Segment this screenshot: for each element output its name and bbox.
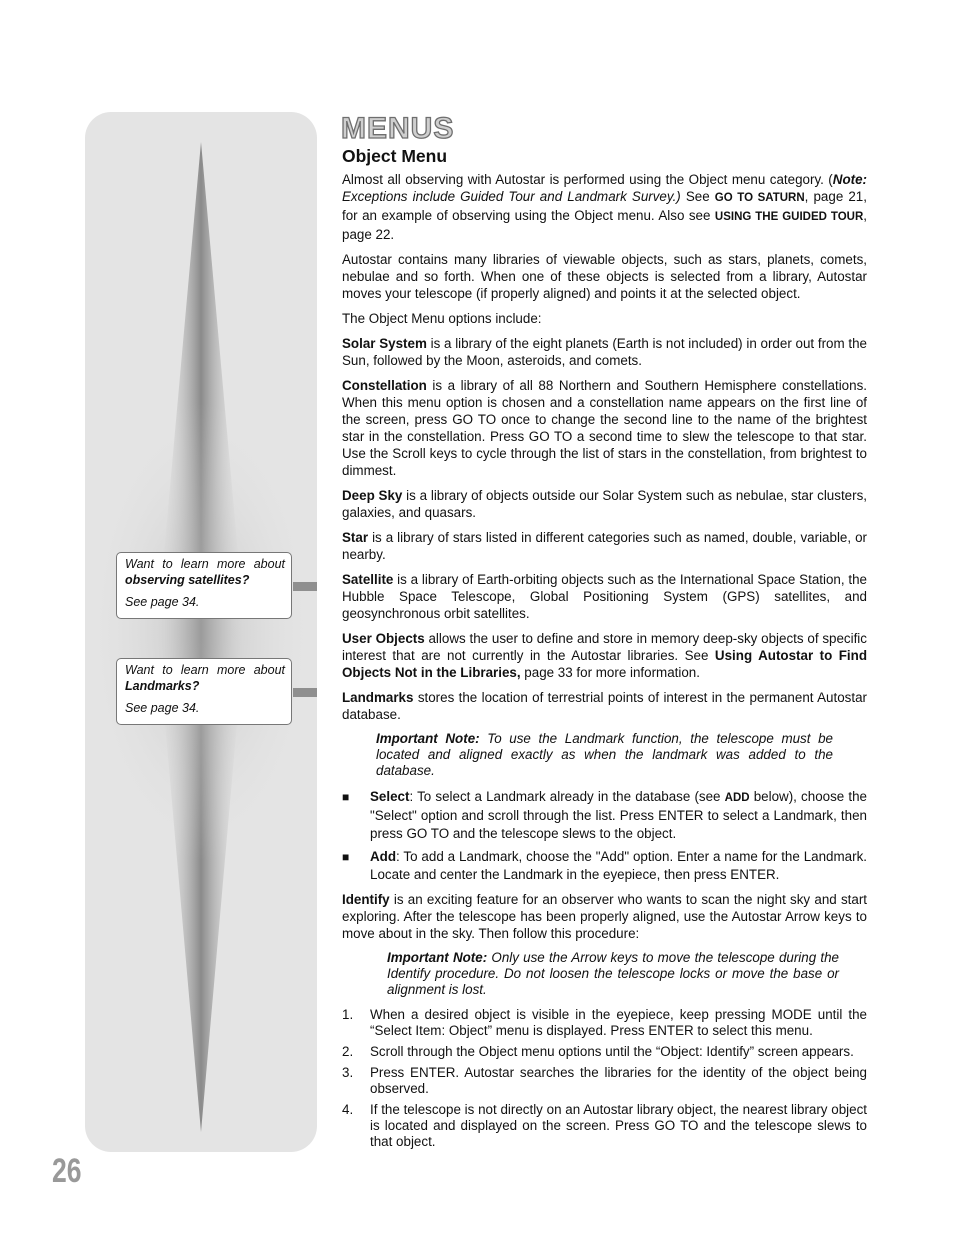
note-label: Important Note: [376, 731, 480, 746]
cross-reference: ADD [724, 792, 750, 804]
note-text: Only use the Arrow keys to move the telescope during the Identify procedure. Do not loosen the telescope locks or move the base or alignment is lost. [387, 950, 839, 997]
option-description: is a library of all 88 Northern and Southern Hemisphere constellations. When this menu option is chosen and a constellation name appears on the first line of the screen, press GO TO once to change the second line to the name of the brightest star in the constellation. Press GO TO a second time to slew the telescope to that star. Use the Scroll keys to cycle through the list of stars in the constellation, from brightest to dimmest. [342, 378, 867, 478]
option-star [342, 529, 867, 563]
page-header: MENUS [341, 112, 455, 145]
step-number: 3. [342, 1065, 354, 1080]
step-number: 4. [342, 1102, 354, 1117]
option-description: is a library of Earth-orbiting objects such as the International Space Station, the Hubble Space Telescope, Global Positioning System (GPS) satellites, and geosynchronous orbit satellites. [342, 572, 867, 621]
option-term: User Objects [342, 631, 425, 646]
identify-steps-list [342, 1007, 867, 1150]
text-run: , page 21, for an example of observing using the Object menu. Also see [342, 189, 867, 223]
important-note-landmark [342, 731, 867, 779]
list-item [342, 788, 867, 843]
bullet-text: : To add a Landmark, choose the "Add" option. Enter a name for the Landmark. Locate and center the Landmark in the eyepiece, then press ENTER. [370, 849, 867, 882]
option-term: Deep Sky [342, 488, 403, 503]
step-text: When a desired object is visible in the eyepiece, keep pressing MODE until the “Select Item: Object” menu is displayed. Press ENTER to select this menu. [370, 1007, 867, 1038]
option-term: Solar System [342, 336, 427, 351]
option-identify [342, 891, 867, 942]
callout-lead: Want to learn more about [125, 557, 285, 571]
cross-reference: GO TO SATURN [714, 192, 805, 204]
option-term: Star [342, 530, 369, 545]
options-intro-paragraph: The Object Menu options include: [342, 311, 542, 326]
sidebar-gradient-graphic [85, 112, 317, 1152]
option-term: Identify [342, 892, 390, 907]
note-text: To use the Landmark function, the telescope must be located and aligned exactly as when the landmark was added to the database. [376, 731, 833, 778]
important-note-identify [342, 950, 867, 998]
note-label: Important Note: [387, 950, 488, 965]
option-description: is a library of the eight planets (Earth is not included) in order out from the Sun, followed by the Moon, asteroids, and comets. [342, 336, 867, 368]
text-run: , page 22. [342, 208, 867, 242]
callout-see-page: See page 34. [125, 701, 200, 715]
callout-tab-marker [293, 688, 317, 697]
list-item [342, 1065, 867, 1097]
option-description: is an exciting feature for an observer who wants to scan the night sky and start exploring. After the telescope has been properly aligned, use the Autostar Arrow keys to move about in the sky. Then follow this procedure: [342, 892, 867, 941]
list-item [342, 848, 867, 884]
bullet-term: Add [370, 849, 397, 864]
bullet-term: Select [370, 789, 410, 804]
square-bullet-icon: ■ [342, 850, 350, 864]
note-text: Exceptions include Guided Tour and Landmark Survey.) [342, 189, 681, 204]
step-text: Scroll through the Object menu options until the “Object: Identify” screen appears. [370, 1044, 854, 1059]
step-text: Press ENTER. Autostar searches the libraries for the identity of the object being observed. [370, 1065, 867, 1096]
callout-landmarks [116, 658, 292, 725]
bullet-text: : To select a Landmark already in the database (see [409, 789, 725, 804]
cross-reference: Using Autostar to Find Objects Not in the Libraries, [342, 648, 868, 680]
option-satellite [342, 571, 867, 622]
list-item [342, 1007, 867, 1039]
bullet-text: below), choose the "Select" option and scroll through the list. Press ENTER to select a Landmark, then press GO TO and the telescope slews to the object. [370, 789, 867, 841]
landmark-bullet-list [342, 788, 867, 884]
callout-see-page: See page 34. [125, 595, 200, 609]
option-constellation [342, 377, 867, 479]
step-number: 2. [342, 1044, 354, 1059]
option-description: stores the location of terrestrial points of interest in the permanent Autostar database. [342, 690, 867, 722]
main-content [342, 145, 867, 1155]
cross-reference: USING THE GUIDED TOUR [714, 211, 864, 223]
libraries-paragraph: Autostar contains many libraries of viewable objects, such as stars, planets, comets, nebulae and so forth. When one of these objects is selected from a library, Autostar moves your telescope (if properly aligned) and points it at the selected object. [342, 252, 867, 301]
option-term: Satellite [342, 572, 394, 587]
list-item [342, 1102, 867, 1150]
page-number: 26 [52, 1152, 82, 1190]
note-label: Note: [832, 172, 867, 187]
option-term: Landmarks [342, 690, 414, 705]
option-user-objects [342, 630, 867, 681]
option-description: page 33 for more information. [520, 665, 700, 680]
square-bullet-icon: ■ [342, 790, 350, 804]
sidebar-panel [85, 112, 317, 1152]
intro-paragraph [342, 171, 867, 243]
option-landmarks [342, 689, 867, 723]
option-description: is a library of objects outside our Solar System such as nebulae, star clusters, galaxies, and quasars. [342, 488, 867, 520]
list-item [342, 1044, 867, 1060]
section-title: Object Menu [342, 146, 448, 166]
callout-tab-marker [293, 582, 317, 591]
callout-topic: observing satellites? [125, 573, 250, 587]
option-description: allows the user to define and store in memory deep-sky objects of specific interest that are not currently in the Autostar libraries. See [342, 631, 867, 663]
callout-lead: Want to learn more about [125, 663, 285, 677]
option-description: is a library of stars listed in different categories such as named, double, variable, or nearby. [342, 530, 867, 562]
callout-satellites [116, 552, 292, 619]
step-text: If the telescope is not directly on an Autostar library object, the nearest library object is located and displayed on the screen. Press GO TO and the telescope slews to that object. [370, 1102, 867, 1149]
option-solar-system [342, 335, 867, 369]
callout-topic: Landmarks? [125, 679, 200, 693]
text-run: Almost all observing with Autostar is performed using the Object menu category. ( [342, 172, 833, 187]
step-number: 1. [342, 1007, 354, 1022]
option-deep-sky [342, 487, 867, 521]
text-run: See [680, 189, 715, 204]
option-term: Constellation [342, 378, 427, 393]
